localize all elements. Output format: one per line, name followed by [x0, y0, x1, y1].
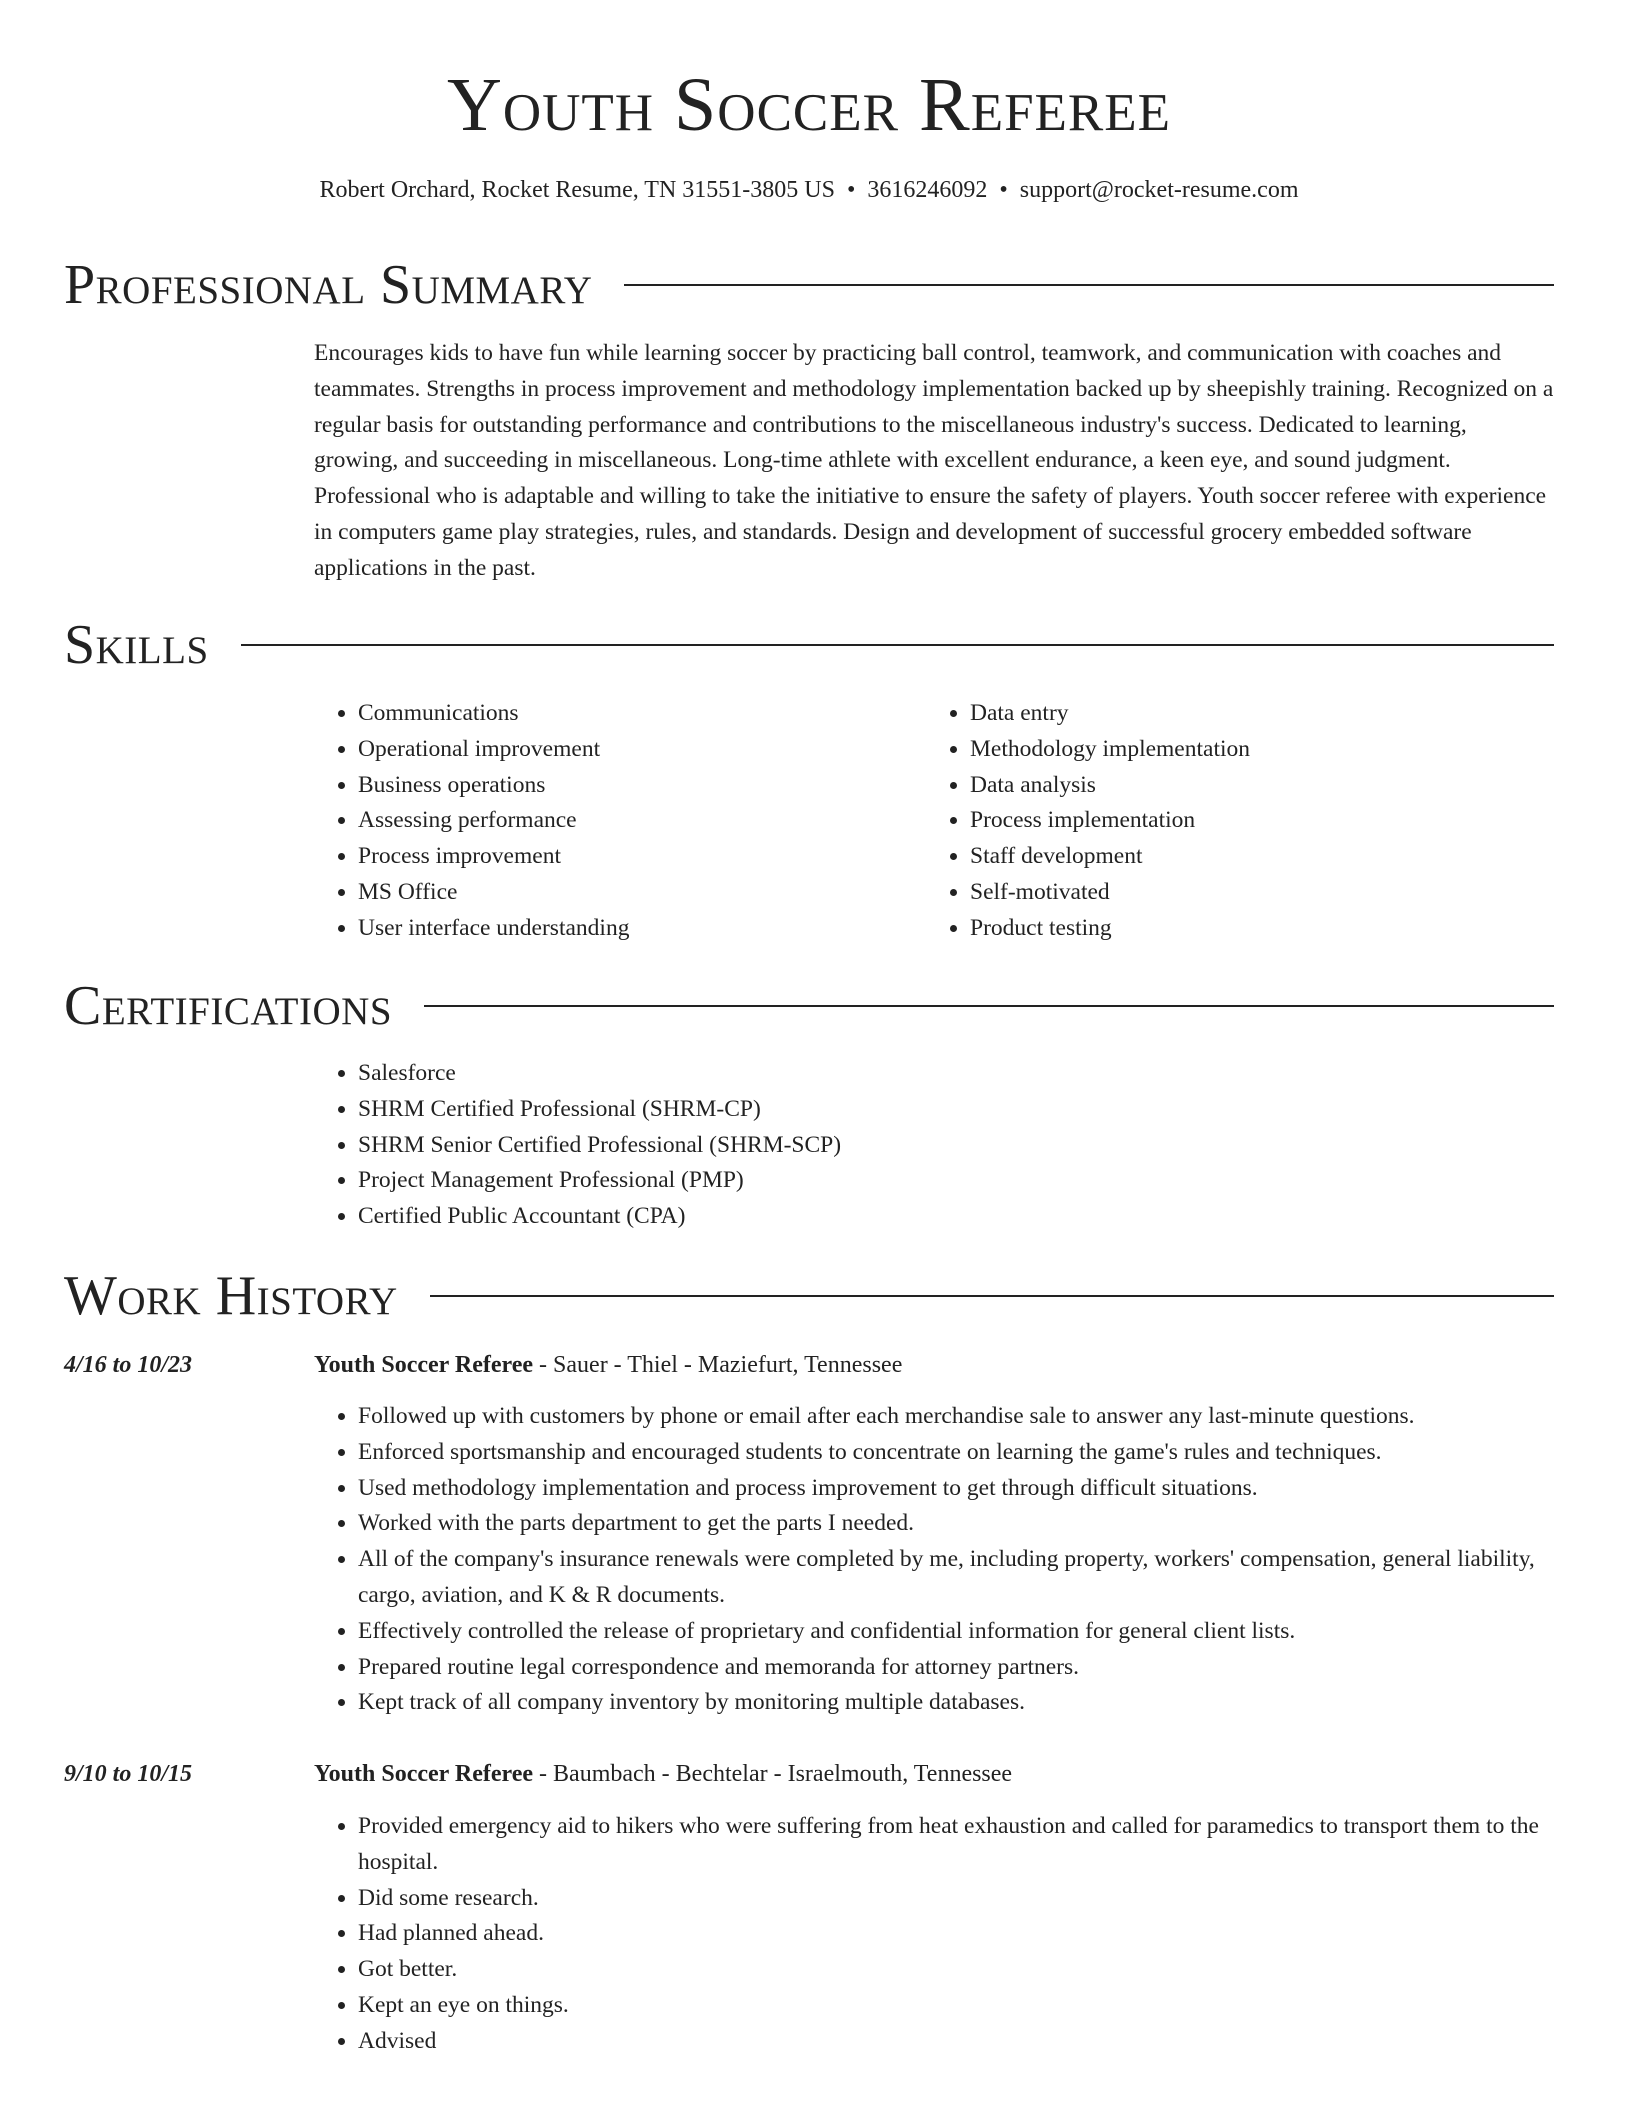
- certification-item: • Certified Public Accountant (CPA): [358, 1199, 1554, 1235]
- certifications-list: [314, 1056, 1554, 1235]
- contact-phone: 3616246092: [867, 177, 988, 203]
- job-bullets-block: [314, 1809, 1554, 2060]
- job-bullet: • Followed up with customers by phone or email after each merchandise sale to answer any last-minute questions.: [358, 1399, 1554, 1435]
- skill-item: • Data entry: [970, 696, 1526, 732]
- skill-item: • MS Office: [358, 875, 914, 911]
- skill-item: • Business operations: [358, 768, 914, 804]
- job-bullet: • Provided emergency aid to hikers who were suffering from heat exhaustion and called for paramedics to transport them to the hospital.: [358, 1809, 1554, 1881]
- job-bullet: • Kept an eye on things.: [358, 1988, 1554, 2024]
- skills-right-column: [926, 696, 1526, 947]
- job-title-line: [314, 1757, 1012, 1791]
- job-dates: 4/16 to 10/23: [64, 1352, 193, 1378]
- job-bullet: • Had planned ahead.: [358, 1916, 1554, 1952]
- skill-item: • Process implementation: [970, 803, 1526, 839]
- contact-line: [64, 175, 1554, 205]
- job-bullet: • Prepared routine legal correspondence and memoranda for attorney partners.: [358, 1650, 1554, 1686]
- skill-item: • Product testing: [970, 911, 1526, 947]
- job-bullet-list: [314, 1399, 1554, 1721]
- job-dates: 9/10 to 10/15: [64, 1761, 193, 1787]
- skills-left-column: [314, 696, 914, 947]
- skills-heading: Skills: [64, 614, 209, 676]
- job-bullet-list: [314, 1809, 1554, 2060]
- skills-left-list: [314, 696, 914, 947]
- skill-item: • Self-motivated: [970, 875, 1526, 911]
- skill-item: • Methodology implementation: [970, 732, 1526, 768]
- job-bullet: • Got better.: [358, 1952, 1554, 1988]
- skill-item: • Data analysis: [970, 768, 1526, 804]
- job-bullet: • Effectively controlled the release of proprietary and confidential information for general client lists.: [358, 1614, 1554, 1650]
- skill-item: • User interface understanding: [358, 911, 914, 947]
- job-title: Youth Soccer Referee: [314, 1761, 534, 1787]
- job-title: Youth Soccer Referee: [314, 1352, 534, 1378]
- work-history-section-header: [64, 1264, 1554, 1328]
- job-bullet: • Used methodology implementation and process improvement to get through difficult situations.: [358, 1471, 1554, 1507]
- skill-item: • Process improvement: [358, 839, 914, 875]
- contact-separator: •: [846, 177, 856, 203]
- skill-item: • Communications: [358, 696, 914, 732]
- work-history-heading: Work History: [64, 1265, 398, 1327]
- contact-address: Robert Orchard, Rocket Resume, TN 31551-3805 US: [319, 177, 835, 203]
- certification-item: • SHRM Senior Certified Professional (SHRM-SCP): [358, 1128, 1554, 1164]
- section-divider: [241, 644, 1554, 646]
- certifications-block: [314, 1056, 1554, 1235]
- section-divider: [624, 284, 1554, 286]
- summary-section-header: [64, 253, 1554, 317]
- certification-item: • Salesforce: [358, 1056, 1554, 1092]
- job-bullet: • Advised: [358, 2024, 1554, 2060]
- skills-right-list: [926, 696, 1526, 947]
- candidate-name: Youth Soccer Referee: [446, 63, 1172, 147]
- job-bullet: • Worked with the parts department to get the parts I needed.: [358, 1506, 1554, 1542]
- certification-item: • Project Management Professional (PMP): [358, 1163, 1554, 1199]
- certifications-heading: Certifications: [64, 975, 393, 1037]
- job-bullet: • Did some research.: [358, 1881, 1554, 1917]
- job-employer: - Sauer - Thiel - Maziefurt, Tennessee: [533, 1352, 903, 1378]
- job-bullet: • Enforced sportsmanship and encouraged students to concentrate on learning the game's rules and techniques.: [358, 1435, 1554, 1471]
- job-bullets-block: [314, 1399, 1554, 1721]
- summary-text: Encourages kids to have fun while learning soccer by practicing ball control, teamwork, and communication with coaches and teammates. Strengths in process improvement and methodology implementation backed up by sheepishly training. Recognized on a regular basis for outstanding performance and contributions to the miscellaneous industry's success. Dedicated to learning, growing, and succeeding in miscellaneous. Long-time athlete with excellent endurance, a keen eye, and sound judgment. Professional who is adaptable and willing to take the initiative to ensure the safety of players. Youth soccer referee with experience in computers game play strategies, rules, and standards. Design and development of successful grocery embedded software applications in the past.: [314, 340, 1554, 581]
- job-title-line: [314, 1348, 902, 1382]
- skill-item: • Operational improvement: [358, 732, 914, 768]
- section-divider: [424, 1005, 1554, 1007]
- skill-item: • Staff development: [970, 839, 1526, 875]
- summary-heading: Professional Summary: [64, 254, 593, 316]
- job-bullet: • All of the company's insurance renewals were completed by me, including property, workers' compensation, general liability, cargo, aviation, and K & R documents.: [358, 1542, 1554, 1614]
- section-divider: [430, 1295, 1554, 1297]
- contact-email[interactable]: support@rocket-resume.com: [1019, 177, 1299, 203]
- skills-section-header: [64, 613, 1554, 677]
- job-bullet: • Kept track of all company inventory by monitoring multiple databases.: [358, 1685, 1554, 1721]
- contact-separator: •: [999, 177, 1008, 203]
- job-employer: - Baumbach - Bechtelar - Israelmouth, Tennessee: [533, 1761, 1013, 1787]
- certifications-section-header: [64, 974, 1554, 1038]
- skill-item: • Assessing performance: [358, 803, 914, 839]
- certification-item: • SHRM Certified Professional (SHRM-CP): [358, 1092, 1554, 1128]
